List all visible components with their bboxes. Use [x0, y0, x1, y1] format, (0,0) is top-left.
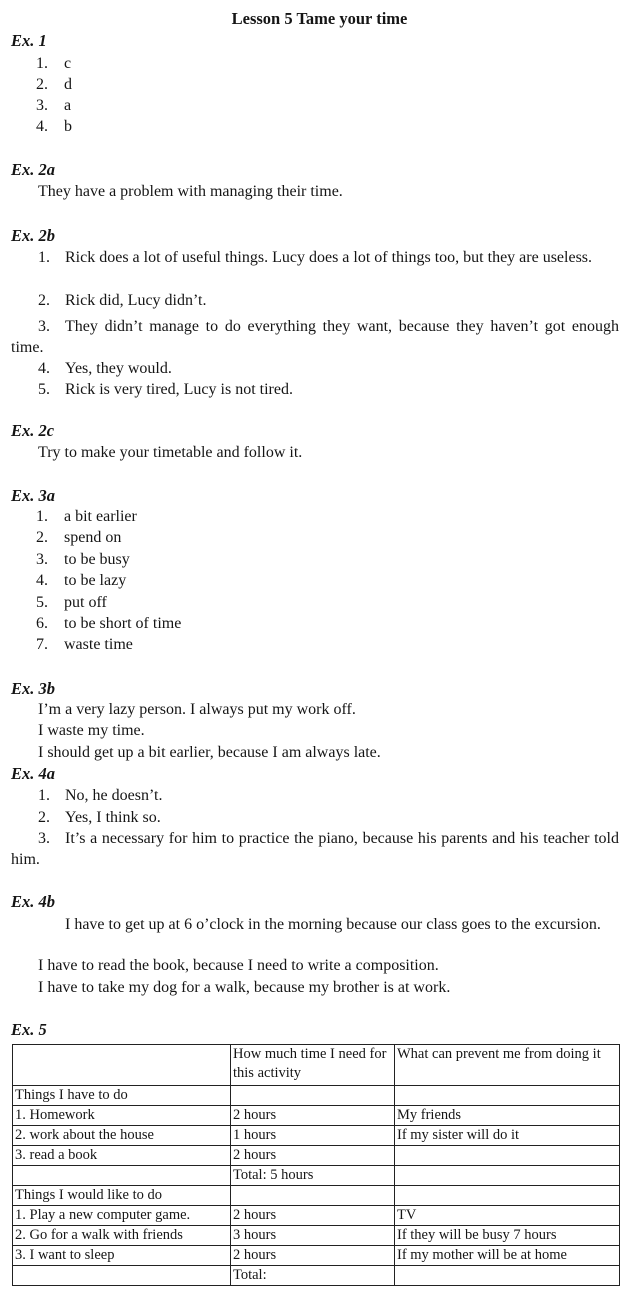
item-text: d	[64, 76, 72, 93]
item-number: 1.	[38, 787, 50, 804]
table-cell: 2 hours	[231, 1106, 395, 1126]
item-text: b	[64, 118, 72, 135]
item-number: 2.	[36, 76, 48, 93]
item-text: spend on	[64, 529, 122, 546]
table-cell: 2. work about the house	[13, 1126, 231, 1146]
item-number: 4.	[36, 572, 48, 589]
ex4a-item	[11, 785, 619, 806]
table-cell: 1 hours	[231, 1126, 395, 1146]
ex2b-item	[11, 358, 619, 379]
table-cell	[395, 1266, 620, 1286]
table-header-row	[13, 1045, 620, 1086]
item-number: 2.	[38, 809, 50, 826]
table-row	[13, 1126, 620, 1146]
table-cell: 1. Homework	[13, 1106, 231, 1126]
item-number: 4.	[36, 118, 48, 135]
table-cell: 3. I want to sleep	[13, 1246, 231, 1266]
ex3a-item	[36, 594, 107, 612]
item-text: waste time	[64, 636, 133, 653]
table-cell	[395, 1086, 620, 1106]
ex3b-line: I waste my time.	[38, 722, 145, 739]
table-row	[13, 1186, 620, 1206]
table-row	[13, 1206, 620, 1226]
table-cell: 2. Go for a walk with friends	[13, 1226, 231, 1246]
ex1-item	[36, 118, 72, 136]
item-text: to be busy	[64, 551, 130, 568]
ex2b-item	[11, 316, 619, 358]
item-number: 3.	[36, 97, 48, 114]
item-text: It’s a necessary for him to practice the piano, because his parents and his teacher told him.	[11, 830, 619, 868]
table-row	[13, 1106, 620, 1126]
table-cell: 1. Play a new computer game.	[13, 1206, 231, 1226]
item-text: Rick did, Lucy didn’t.	[65, 292, 207, 309]
line-text: I have to get up at 6 o’clock in the morning because our class goes to the excursion.	[65, 916, 601, 933]
ex3a-item	[36, 615, 181, 633]
ex3a-heading: Ex. 3a	[11, 486, 56, 505]
item-text: Rick is very tired, Lucy is not tired.	[65, 381, 293, 398]
table-cell: Total: 5 hours	[231, 1166, 395, 1186]
ex3b-heading: Ex. 3b	[11, 679, 56, 698]
table-cell	[395, 1146, 620, 1166]
table-cell: 2 hours	[231, 1206, 395, 1226]
table-row	[13, 1246, 620, 1266]
item-number: 6.	[36, 615, 48, 632]
item-text: Rick does a lot of useful things. Lucy does a lot of things too, but they are useless.	[65, 249, 593, 266]
ex3a-item	[36, 551, 130, 569]
ex3b-line: I’m a very lazy person. I always put my work off.	[38, 701, 356, 718]
ex1-item	[36, 97, 71, 115]
table-cell	[231, 1186, 395, 1206]
ex1-heading: Ex. 1	[11, 31, 47, 50]
ex5-heading: Ex. 5	[11, 1020, 47, 1039]
item-number: 5.	[38, 381, 50, 398]
page-title: Lesson 5 Tame your time	[231, 9, 408, 28]
table-cell: If my sister will do it	[395, 1126, 620, 1146]
ex2c-heading: Ex. 2c	[11, 421, 55, 440]
table-cell	[13, 1266, 231, 1286]
table-cell	[13, 1166, 231, 1186]
table-cell: 2 hours	[231, 1246, 395, 1266]
item-text: put off	[64, 594, 107, 611]
ex3a-item	[36, 529, 121, 547]
table-cell: If they will be busy 7 hours	[395, 1226, 620, 1246]
ex2a-heading: Ex. 2a	[11, 160, 56, 179]
item-text: Yes, they would.	[65, 360, 172, 377]
item-text: Yes, I think so.	[65, 809, 161, 826]
table-header-cell	[13, 1045, 231, 1086]
ex1-item	[36, 55, 71, 73]
table-cell: 3 hours	[231, 1226, 395, 1246]
table-cell: 3. read a book	[13, 1146, 231, 1166]
item-number: 3.	[36, 551, 48, 568]
ex3b-line: I should get up a bit earlier, because I am always late.	[38, 744, 381, 761]
ex2b-item	[11, 379, 619, 400]
table-cell	[395, 1166, 620, 1186]
item-number: 1.	[36, 508, 48, 525]
ex4a-item	[11, 807, 619, 828]
table-cell: If my mother will be at home	[395, 1246, 620, 1266]
item-text: a bit earlier	[64, 508, 137, 525]
ex2c-answer: Try to make your timetable and follow it.	[38, 444, 303, 461]
item-number: 7.	[36, 636, 48, 653]
table-row	[13, 1266, 620, 1286]
table-cell: 2 hours	[231, 1146, 395, 1166]
item-number: 5.	[36, 594, 48, 611]
item-text: a	[64, 97, 72, 114]
ex2b-item	[11, 247, 619, 268]
table-cell: TV	[395, 1206, 620, 1226]
table-row	[13, 1086, 620, 1106]
item-text: No, he doesn’t.	[65, 787, 163, 804]
ex4a-heading: Ex. 4a	[11, 764, 56, 783]
table-cell	[231, 1086, 395, 1106]
table-header-cell: What can prevent me from doing it	[395, 1045, 620, 1086]
item-text: They didn’t manage to do everything they want, because they haven’t got enough time.	[11, 318, 619, 356]
ex3a-item	[36, 508, 137, 526]
table-cell: My friends	[395, 1106, 620, 1126]
item-number: 2.	[38, 292, 50, 309]
table-row	[13, 1166, 620, 1186]
item-text: to be short of time	[64, 615, 182, 632]
ex4a-item	[11, 828, 619, 870]
table-cell: Total:	[231, 1266, 395, 1286]
ex4b-line: I have to read the book, because I need to write a composition.	[38, 957, 439, 974]
table-row	[13, 1146, 620, 1166]
item-number: 3.	[38, 318, 50, 335]
table-cell: Things I have to do	[13, 1086, 231, 1106]
ex3a-item	[36, 636, 133, 654]
item-number: 4.	[38, 360, 50, 377]
table-row	[13, 1226, 620, 1246]
table-cell	[395, 1186, 620, 1206]
ex3a-item	[36, 572, 126, 590]
table-cell: Things I would like to do	[13, 1186, 231, 1206]
item-number: 1.	[36, 55, 48, 72]
item-number: 1.	[38, 249, 50, 266]
item-number: 2.	[36, 529, 48, 546]
ex4b-line: I have to take my dog for a walk, because my brother is at work.	[38, 979, 451, 996]
ex2b-heading: Ex. 2b	[11, 226, 56, 245]
ex4b-line	[11, 914, 619, 935]
item-text: c	[64, 55, 72, 72]
item-text: to be lazy	[64, 572, 127, 589]
activity-table	[12, 1044, 620, 1286]
ex2a-answer: They have a problem with managing their time.	[38, 183, 343, 200]
item-number: 3.	[38, 830, 50, 847]
ex4b-heading: Ex. 4b	[11, 892, 56, 911]
table-header-cell: How much time I need for this activity	[231, 1045, 395, 1086]
ex1-item	[36, 76, 72, 94]
ex2b-item	[11, 290, 619, 311]
